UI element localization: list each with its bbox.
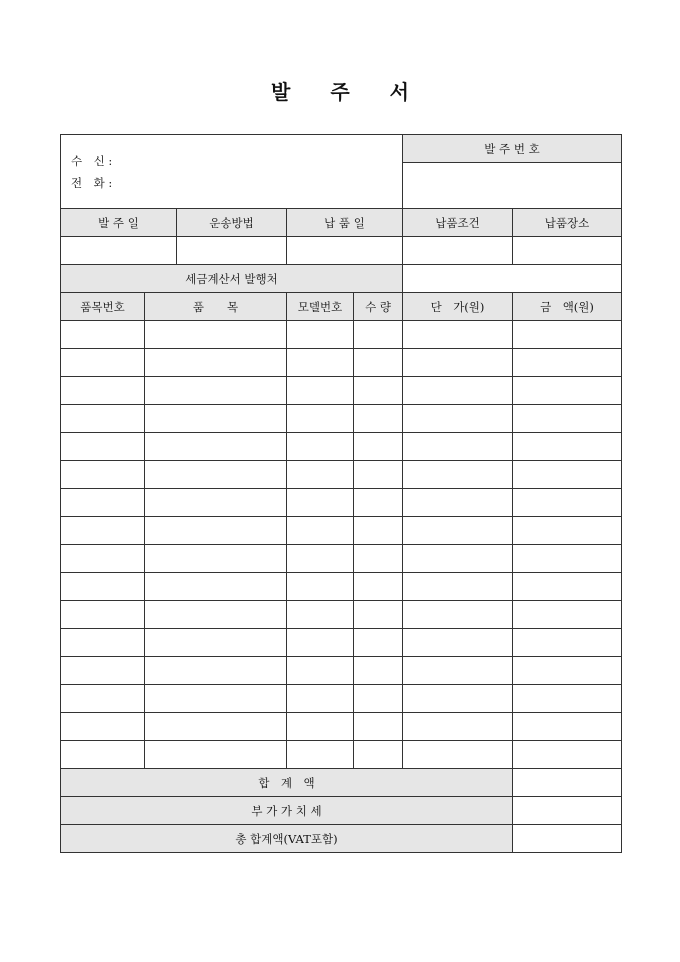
model-no-cell[interactable] [287, 517, 354, 545]
table-row [61, 545, 622, 573]
model-no-cell[interactable] [287, 657, 354, 685]
item-no-cell[interactable] [61, 545, 145, 573]
recipient-phone-label: 전 화 : [71, 175, 113, 190]
item-name-cell[interactable] [145, 741, 287, 769]
item-name-cell[interactable] [145, 601, 287, 629]
item-no-cell[interactable] [61, 377, 145, 405]
model-no-cell[interactable] [287, 601, 354, 629]
item-no-cell[interactable] [61, 405, 145, 433]
shipping-method-header: 운송방법 [177, 209, 287, 237]
quantity-cell[interactable] [354, 377, 403, 405]
amount-cell[interactable] [513, 601, 622, 629]
item-no-cell[interactable] [61, 573, 145, 601]
item-no-cell[interactable] [61, 685, 145, 713]
quantity-cell[interactable] [354, 349, 403, 377]
table-row [61, 321, 622, 349]
quantity-cell[interactable] [354, 601, 403, 629]
shipping-method-field[interactable] [177, 237, 287, 265]
unit-price-cell[interactable] [403, 517, 513, 545]
quantity-cell[interactable] [354, 489, 403, 517]
item-no-cell[interactable] [61, 489, 145, 517]
vat-field[interactable] [513, 797, 622, 825]
item-name-cell[interactable] [145, 461, 287, 489]
tax-invoice-issuer-label: 세금계산서 발행처 [61, 265, 403, 293]
amount-cell[interactable] [513, 685, 622, 713]
unit-price-cell[interactable] [403, 713, 513, 741]
item-name-cell[interactable] [145, 517, 287, 545]
unit-price-header: 단 가(원) [403, 293, 513, 321]
item-name-cell[interactable] [145, 433, 287, 461]
item-no-cell[interactable] [61, 601, 145, 629]
model-no-cell[interactable] [287, 741, 354, 769]
item-name-cell[interactable] [145, 713, 287, 741]
order-number-field[interactable] [403, 163, 622, 209]
unit-price-cell[interactable] [403, 377, 513, 405]
amount-cell[interactable] [513, 517, 622, 545]
item-name-cell[interactable] [145, 685, 287, 713]
quantity-cell[interactable] [354, 405, 403, 433]
table-row [61, 629, 622, 657]
unit-price-cell[interactable] [403, 433, 513, 461]
item-no-cell[interactable] [61, 741, 145, 769]
item-name-cell[interactable] [145, 349, 287, 377]
item-name-cell[interactable] [145, 321, 287, 349]
order-date-field[interactable] [61, 237, 177, 265]
item-no-cell[interactable] [61, 517, 145, 545]
amount-cell[interactable] [513, 489, 622, 517]
model-no-cell[interactable] [287, 461, 354, 489]
unit-price-cell[interactable] [403, 321, 513, 349]
amount-cell[interactable] [513, 405, 622, 433]
unit-price-cell[interactable] [403, 349, 513, 377]
item-rows [61, 321, 622, 769]
unit-price-cell[interactable] [403, 601, 513, 629]
order-date-header: 발 주 일 [61, 209, 177, 237]
quantity-header: 수 량 [354, 293, 403, 321]
table-row [61, 573, 622, 601]
unit-price-cell[interactable] [403, 461, 513, 489]
delivery-terms-header: 납품조건 [403, 209, 513, 237]
model-no-header: 모델번호 [287, 293, 354, 321]
item-no-cell[interactable] [61, 657, 145, 685]
table-row [61, 461, 622, 489]
unit-price-cell[interactable] [403, 489, 513, 517]
quantity-cell[interactable] [354, 713, 403, 741]
amount-cell[interactable] [513, 349, 622, 377]
table-row [61, 657, 622, 685]
item-name-cell[interactable] [145, 405, 287, 433]
item-no-cell[interactable] [61, 713, 145, 741]
item-no-cell[interactable] [61, 461, 145, 489]
item-name-cell[interactable] [145, 489, 287, 517]
delivery-date-header: 납 품 일 [287, 209, 403, 237]
item-name-header: 품 목 [145, 293, 287, 321]
tax-invoice-issuer-field[interactable] [403, 265, 622, 293]
unit-price-cell[interactable] [403, 741, 513, 769]
model-no-cell[interactable] [287, 685, 354, 713]
table-row [61, 713, 622, 741]
grand-total-field[interactable] [513, 825, 622, 853]
recipient-to[interactable] [71, 150, 402, 172]
delivery-date-field[interactable] [287, 237, 403, 265]
item-name-cell[interactable] [145, 545, 287, 573]
amount-cell[interactable] [513, 545, 622, 573]
model-no-cell[interactable] [287, 713, 354, 741]
model-no-cell[interactable] [287, 629, 354, 657]
table-row [61, 405, 622, 433]
quantity-cell[interactable] [354, 657, 403, 685]
table-row [61, 349, 622, 377]
quantity-cell[interactable] [354, 321, 403, 349]
title-char-2: 주 [330, 80, 350, 104]
amount-cell[interactable] [513, 657, 622, 685]
amount-cell[interactable] [513, 321, 622, 349]
table-row [61, 601, 622, 629]
title-char-3: 서 [389, 80, 409, 104]
quantity-cell[interactable] [354, 573, 403, 601]
amount-cell[interactable] [513, 461, 622, 489]
table-row [61, 489, 622, 517]
item-no-cell[interactable] [61, 433, 145, 461]
table-row [61, 377, 622, 405]
order-number-label: 발 주 번 호 [403, 135, 622, 163]
item-no-cell[interactable] [61, 629, 145, 657]
model-no-cell[interactable] [287, 321, 354, 349]
quantity-cell[interactable] [354, 461, 403, 489]
amount-cell[interactable] [513, 573, 622, 601]
item-no-header: 품목번호 [61, 293, 145, 321]
item-no-cell[interactable] [61, 321, 145, 349]
table-row [61, 685, 622, 713]
amount-cell[interactable] [513, 433, 622, 461]
delivery-place-header: 납품장소 [513, 209, 622, 237]
item-name-cell[interactable] [145, 573, 287, 601]
model-no-cell[interactable] [287, 433, 354, 461]
purchase-order-table [60, 134, 622, 853]
unit-price-cell[interactable] [403, 629, 513, 657]
subtotal-field[interactable] [513, 769, 622, 797]
vat-label: 부 가 가 치 세 [61, 797, 513, 825]
recipient-block [61, 135, 403, 209]
delivery-terms-field[interactable] [403, 237, 513, 265]
unit-price-cell[interactable] [403, 545, 513, 573]
document-title [0, 76, 680, 105]
item-name-cell[interactable] [145, 377, 287, 405]
unit-price-cell[interactable] [403, 657, 513, 685]
model-no-cell[interactable] [287, 489, 354, 517]
grand-total-label: 총 합계액(VAT포함) [61, 825, 513, 853]
quantity-cell[interactable] [354, 517, 403, 545]
amount-cell[interactable] [513, 629, 622, 657]
table-row [61, 433, 622, 461]
quantity-cell[interactable] [354, 741, 403, 769]
delivery-place-field[interactable] [513, 237, 622, 265]
model-no-cell[interactable] [287, 573, 354, 601]
model-no-cell[interactable] [287, 377, 354, 405]
model-no-cell[interactable] [287, 545, 354, 573]
model-no-cell[interactable] [287, 349, 354, 377]
quantity-cell[interactable] [354, 685, 403, 713]
model-no-cell[interactable] [287, 405, 354, 433]
quantity-cell[interactable] [354, 629, 403, 657]
unit-price-cell[interactable] [403, 685, 513, 713]
title-char-1: 발 [271, 80, 291, 104]
item-no-cell[interactable] [61, 349, 145, 377]
quantity-cell[interactable] [354, 545, 403, 573]
recipient-phone[interactable] [71, 172, 402, 194]
amount-header: 금 액(원) [513, 293, 622, 321]
amount-cell[interactable] [513, 741, 622, 769]
amount-cell[interactable] [513, 713, 622, 741]
unit-price-cell[interactable] [403, 405, 513, 433]
item-name-cell[interactable] [145, 657, 287, 685]
subtotal-label: 합 계 액 [61, 769, 513, 797]
amount-cell[interactable] [513, 377, 622, 405]
item-name-cell[interactable] [145, 629, 287, 657]
table-row [61, 741, 622, 769]
recipient-to-label: 수 신 : [71, 153, 113, 168]
unit-price-cell[interactable] [403, 573, 513, 601]
table-row [61, 517, 622, 545]
quantity-cell[interactable] [354, 433, 403, 461]
